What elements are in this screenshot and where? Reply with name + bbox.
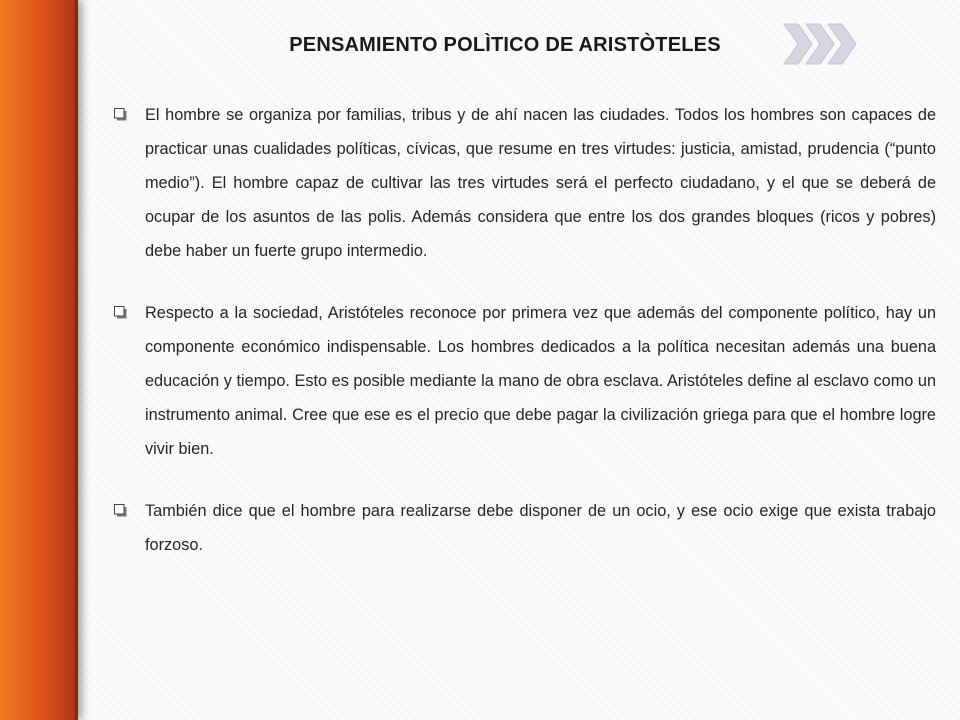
bullet-text: También dice que el hombre para realizarse debe disponer de un ocio, y ese ocio exige que exista trabajo forzoso. (145, 502, 936, 554)
bullet-item (114, 98, 936, 268)
bullet-text: Respecto a la sociedad, Aristóteles reconoce por primera vez que además del componente político, hay un componente económico indispensable. Los hombres dedicados a la política necesitan además una buena educación y tiempo. Esto es posible mediante la mano de obra esclava. Aristóteles define al esclavo como un instrumento animal. Cree que ese es el precio que debe pagar la civilización griega para que el hombre logre vivir bien. (145, 304, 936, 458)
bullet-item (114, 296, 936, 466)
bullet-text: El hombre se organiza por familias, tribus y de ahí nacen las ciudades. Todos los hombres son capaces de practicar unas cualidades políticas, cívicas, que resume en tres virtudes: justicia, amistad, prudencia (“punto medio”). El hombre capaz de cultivar las tres virtudes será el perfecto ciudadano, y el que se deberá de ocupar de los asuntos de las polis. Además considera que entre los dos grandes bloques (ricos y pobres) debe haber un fuerte grupo intermedio. (145, 106, 936, 260)
checkbox-bullet-icon (114, 504, 127, 517)
slide-title: PENSAMIENTO POLÌTICO DE ARISTÒTELES (289, 34, 721, 56)
checkbox-bullet-icon (114, 108, 127, 121)
triple-chevron-right-icon (782, 22, 858, 66)
checkbox-bullet-icon (114, 306, 127, 319)
side-accent-bar (0, 0, 78, 720)
bullet-item (114, 494, 936, 562)
slide-content (114, 98, 936, 562)
